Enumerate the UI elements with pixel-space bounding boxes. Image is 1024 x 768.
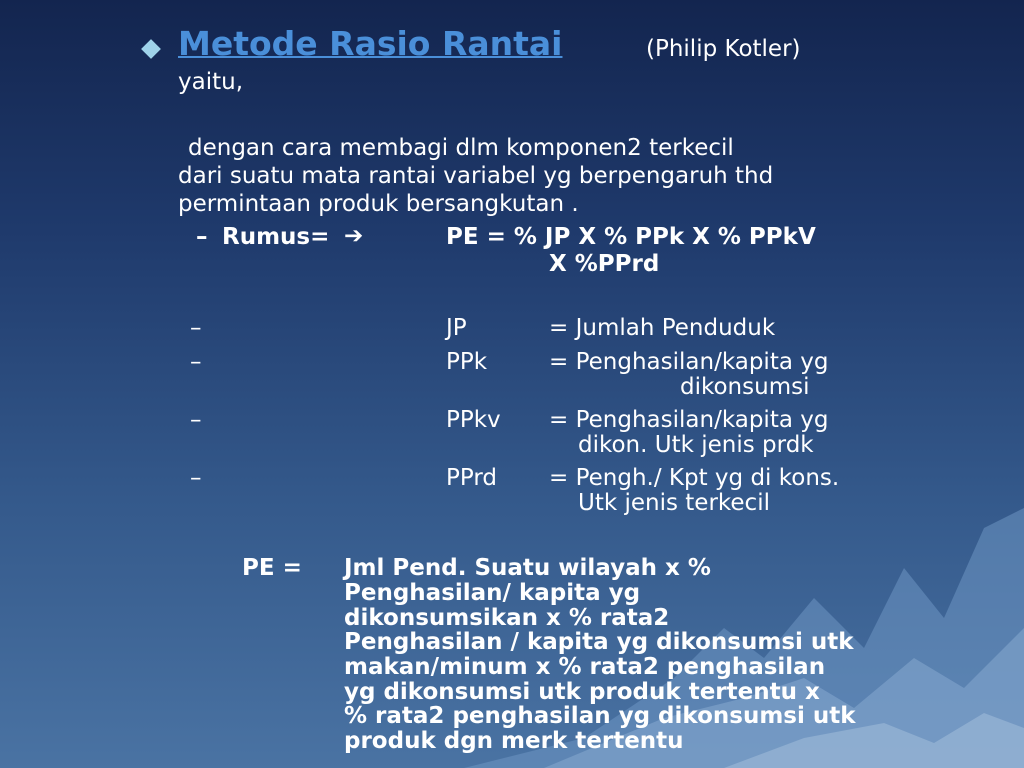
definition-desc-cont: dikon. Utk jenis prdk (578, 432, 814, 458)
formula-line-2: X %PPrd (549, 251, 660, 277)
definition-term: PPrd (446, 465, 497, 491)
definition-term: PPkv (446, 407, 501, 433)
definition-desc-cont: Utk jenis terkecil (578, 490, 770, 516)
diamond-bullet-icon (141, 39, 161, 59)
pe-line: makan/minum x % rata2 penghasilan (344, 654, 826, 680)
description-line-2: dari suatu mata rantai variabel yg berpengaruh thd (178, 163, 774, 189)
definition-desc: = Penghasilan/kapita yg (549, 407, 829, 433)
definition-term: PPk (446, 349, 488, 375)
description-line-1: dengan cara membagi dlm komponen2 terkecil (188, 135, 734, 161)
pe-line: % rata2 penghasilan yg dikonsumsi utk (344, 703, 856, 729)
definition-desc-cont: dikonsumsi (680, 374, 810, 400)
formula-label: Rumus= (222, 224, 330, 250)
formula-dash: – (196, 224, 208, 250)
pe-line: Jml Pend. Suatu wilayah x % (344, 555, 711, 581)
arrow-right-icon: ➔ (344, 223, 364, 249)
definition-term: JP (446, 315, 467, 341)
title-source: (Philip Kotler) (646, 36, 801, 62)
definition-desc: = Jumlah Penduduk (549, 315, 776, 341)
definition-dash: – (190, 315, 202, 341)
pe-line: yg dikonsumsi utk produk tertentu x (344, 679, 820, 705)
pe-line: Penghasilan/ kapita yg (344, 580, 641, 606)
title-continuation: yaitu, (178, 69, 244, 95)
description-line-3: permintaan produk bersangkutan . (178, 191, 579, 217)
pe-line: Penghasilan / kapita yg dikonsumsi utk (344, 629, 854, 655)
definition-dash: – (190, 349, 202, 375)
definition-dash: – (190, 465, 202, 491)
formula-line-1: PE = % JP X % PPk X % PPkV (446, 224, 816, 250)
pe-line: dikonsumsikan x % rata2 (344, 605, 670, 631)
pe-label: PE = (242, 555, 302, 581)
title-link[interactable]: Metode Rasio Rantai (178, 24, 563, 63)
definition-desc: = Pengh./ Kpt yg di kons. (549, 465, 840, 491)
definition-dash: – (190, 407, 202, 433)
definition-desc: = Penghasilan/kapita yg (549, 349, 829, 375)
pe-line: produk dgn merk tertentu (344, 728, 684, 754)
